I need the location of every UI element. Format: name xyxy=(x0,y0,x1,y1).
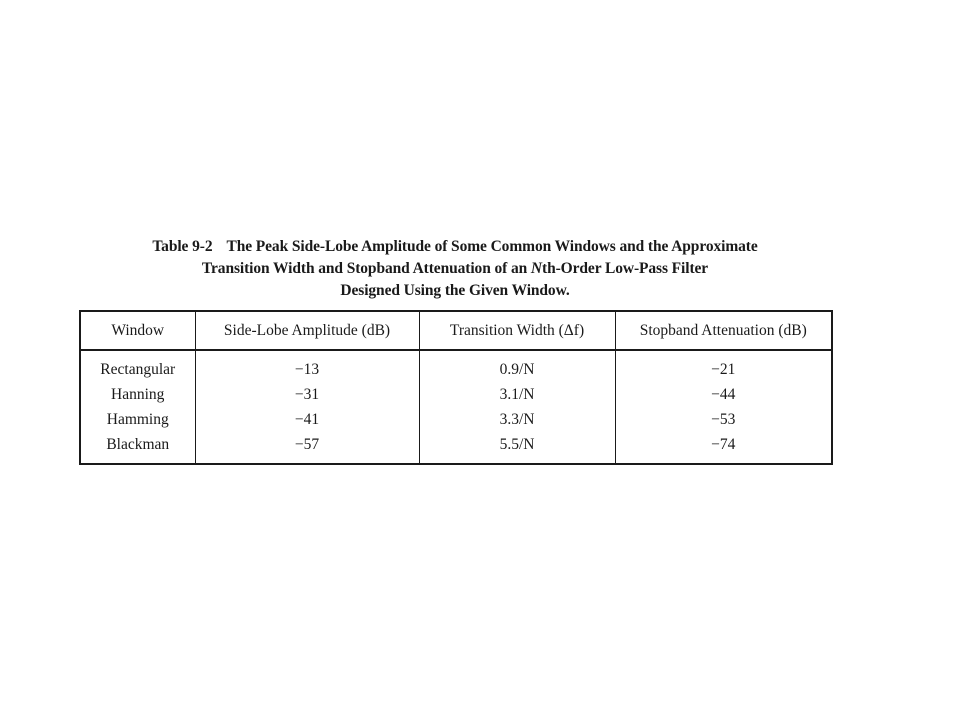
column-header-window: Window xyxy=(80,311,195,350)
cell-transition-width: 5.5/N xyxy=(419,432,615,464)
table-row xyxy=(80,432,832,464)
cell-stopband: −74 xyxy=(711,435,736,453)
table-row xyxy=(80,382,832,407)
cell-side-lobe: −31 xyxy=(195,382,419,407)
cell-transition-width: 3.3/N xyxy=(419,407,615,432)
table-number: Table 9-2 xyxy=(152,238,213,255)
cell-stopband: −21 xyxy=(711,360,736,378)
cell-side-lobe: −41 xyxy=(195,407,419,432)
table-row xyxy=(80,350,832,382)
table-caption xyxy=(80,236,830,302)
cell-transition-width: 0.9/N xyxy=(419,350,615,382)
caption-text-2b: th-Order Low-Pass Filter xyxy=(542,260,709,277)
cell-window: Hamming xyxy=(80,407,195,432)
cell-transition-width: 3.1/N xyxy=(419,382,615,407)
column-header-transition-width: Transition Width (Δf) xyxy=(419,311,615,350)
cell-window: Rectangular xyxy=(80,350,195,382)
caption-line-2 xyxy=(80,258,830,280)
cell-window: Hanning xyxy=(80,382,195,407)
caption-text-1: The Peak Side-Lobe Amplitude of Some Common Windows and the Approximate xyxy=(226,238,758,255)
cell-stopband: −53 xyxy=(711,410,736,428)
caption-line-1 xyxy=(80,236,830,258)
table-header-row xyxy=(80,311,832,350)
column-header-side-lobe: Side-Lobe Amplitude (dB) xyxy=(195,311,419,350)
cell-window: Blackman xyxy=(80,432,195,464)
cell-side-lobe: −13 xyxy=(195,350,419,382)
cell-stopband: −44 xyxy=(711,385,736,403)
caption-text-2a: Transition Width and Stopband Attenuation of an xyxy=(201,260,531,277)
column-header-stopband: Stopband Attenuation (dB) xyxy=(615,311,832,350)
window-table xyxy=(79,310,833,465)
caption-text-2n: N xyxy=(530,260,543,277)
cell-side-lobe: −57 xyxy=(195,432,419,464)
table-row xyxy=(80,407,832,432)
caption-line-3: Designed Using the Given Window. xyxy=(340,282,570,299)
